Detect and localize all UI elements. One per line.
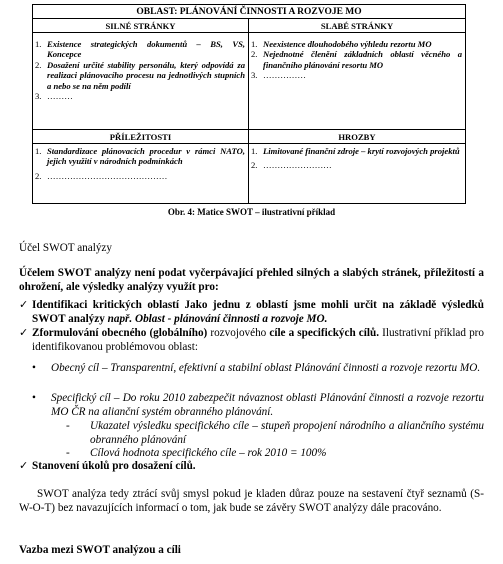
conclusion-paragraph: SWOT analýza tedy ztrácí svůj smysl pokud je kladen důraz pouze na sestavení čtyř seznamů (S-W-O-T) bez navazujících informací o tom, jak bude se závěry SWOT analýzy dále pracováno.	[19, 488, 484, 514]
strength-item: 2. Dosažení určité stability personálu, který odpovídá za realizaci plánovacího procesu na jednotlivých stupních a nebo se na něm podílí	[35, 59, 245, 91]
section-heading-link: Vazba mezi SWOT analýzou a cíli	[19, 544, 181, 556]
weakness-item: 2. Nejednotné členění základních oblastí věcného a finančního plánování resortu MO	[251, 49, 463, 70]
strengths-cell	[33, 33, 249, 130]
dash-icon: -	[66, 420, 70, 432]
matrix-title: OBLAST: PLÁNOVÁNÍ ČINNOSTI A ROZVOJE MO	[33, 5, 466, 19]
bullet-item: • Specifický cíl – Do roku 2010 zabezpečit návaznost oblasti Plánování činnosti a rozvoje rezortu MO ČR na alianční systém obranného plánování.	[32, 392, 484, 418]
weaknesses-header: SLABÉ STRÁNKY	[249, 19, 466, 33]
weakness-item: 3. ……………	[251, 70, 306, 81]
threats-header: HROZBY	[249, 130, 466, 144]
check-icon: ✓	[19, 299, 29, 311]
threat-item: 1. Limitované finanční zdroje – krytí rozvojových projektů	[251, 146, 460, 156]
opportunity-item: 1. Standardizace plánovacích procedur v rámci NATO, jejich využití v národních podmínkách	[35, 146, 245, 167]
swot-matrix-table	[32, 4, 466, 204]
dash-item: - Cílová hodnota specifického cíle – rok 2010 = 100%	[66, 447, 327, 459]
checklist-item: ✓ Identifikaci kritických oblastí Jako jednu z oblastí jsme mohli určit na základě výsledků SWOT analýzy např. Oblast - plánování činnosti a rozvoje MO.	[19, 299, 484, 325]
bullet-icon: •	[32, 392, 36, 404]
checklist-item: ✓ Stanovení úkolů pro dosažení cílů.	[19, 460, 196, 472]
threats-cell	[249, 144, 466, 204]
check-icon: ✓	[19, 327, 29, 339]
checklist-item: ✓ Zformulování obecného (globálního) rozvojového cíle a specifických cílů. Ilustrativní příklad pro identifikovanou problémovou oblast:	[19, 327, 484, 353]
opportunity-item: 2. ……………………………………	[35, 170, 168, 181]
bullet-icon: •	[32, 362, 36, 374]
intro-paragraph: Účelem SWOT analýzy není podat vyčerpávající přehled silných a slabých stránek, příležitostí a ohrožení, ale výsledky analýzy využít pro:	[19, 267, 484, 293]
weaknesses-cell	[249, 33, 466, 130]
opportunities-header: PŘÍLEŽITOSTI	[33, 130, 249, 144]
threat-item: 2. ……………………	[251, 160, 332, 171]
weakness-item: 1. Neexistence dlouhodobého výhledu rezortu MO	[251, 39, 432, 49]
dash-item: - Ukazatel výsledku specifického cíle – stupeň propojení národního a aliančního systému obranného plánování	[66, 420, 484, 446]
figure-caption: Obr. 4: Matice SWOT – ilustrativní příklad	[167, 207, 336, 217]
dash-icon: -	[66, 447, 70, 459]
strengths-header: SILNÉ STRÁNKY	[33, 19, 249, 33]
bullet-item: • Obecný cíl – Transparentní, efektivní a stabilní oblast Plánování činnosti a rozvoje rezortu MO.	[32, 362, 481, 374]
strength-item: 1. Existence strategických dokumentů – BS, VS, Koncepce	[35, 39, 245, 60]
section-heading-purpose: Účel SWOT analýzy	[19, 242, 112, 254]
check-icon: ✓	[19, 460, 29, 472]
strength-item: 3. ………	[35, 91, 73, 102]
opportunities-cell	[33, 144, 249, 204]
